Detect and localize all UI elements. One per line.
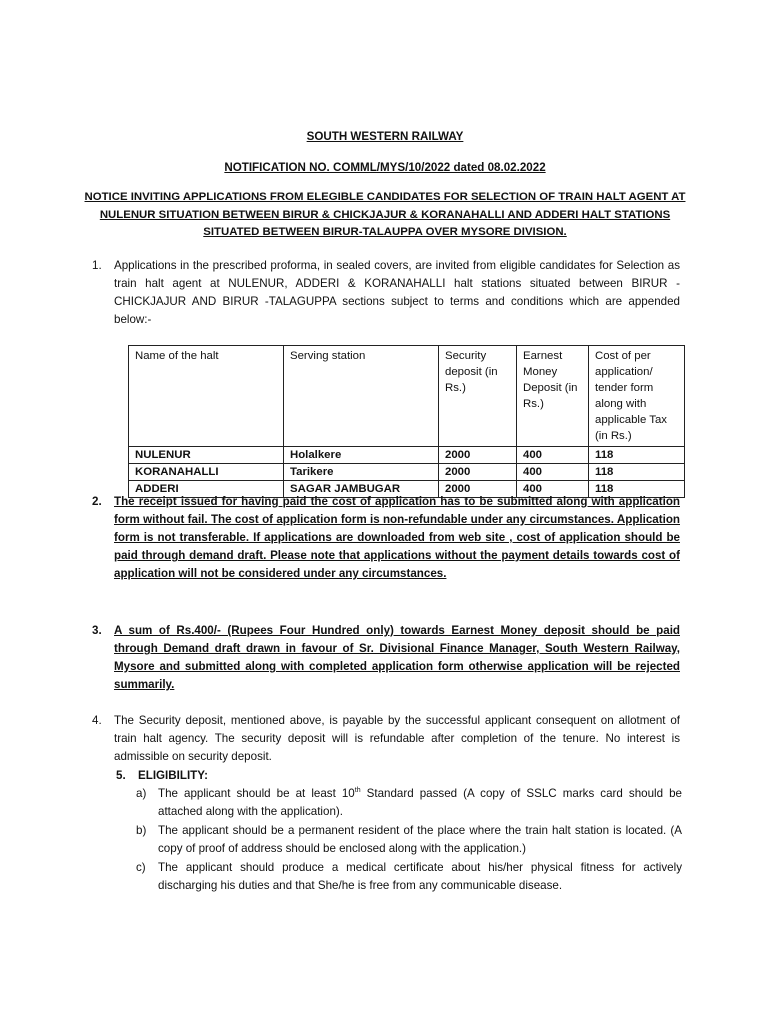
table-row xyxy=(129,447,685,464)
table-header-cell: Security deposit (in Rs.) xyxy=(439,346,517,447)
sub-text-sup: th xyxy=(354,787,361,795)
item-1 xyxy=(92,257,680,329)
table-header-cell: Cost of per application/ tender form along with applicable Tax (in Rs.) xyxy=(589,346,685,447)
item-number: 5. xyxy=(116,769,126,782)
table-cell: ADDERI xyxy=(129,481,284,498)
sub-text: The applicant should be a permanent resident of the place where the train halt station is located. (A copy of proof of address should be enclosed along with the application.) xyxy=(158,824,682,855)
table-cell: 118 xyxy=(589,464,685,481)
table-cell: 2000 xyxy=(439,447,517,464)
item-text: Applications in the prescribed proforma, in sealed covers, are invited from eligible candidates for Selection as train halt agent at NULENUR, ADDERI & KORANAHALLI halt stations situated between BIRUR - CHICKJAJUR AND BIRUR -TALAGUPPA sections subject to terms and conditions which are appended below:- xyxy=(114,259,680,326)
table-header-cell: Earnest Money Deposit (in Rs.) xyxy=(517,346,589,447)
sub-number: b) xyxy=(136,824,147,837)
item-2 xyxy=(92,493,680,583)
item-number: 1. xyxy=(92,259,102,272)
table-cell: 118 xyxy=(589,481,685,498)
table-cell: 118 xyxy=(589,447,685,464)
item-text: The receipt issued for having paid the cost of application has to be submitted along with application form without fail. The cost of application form is non-refundable under any circumstances. Application form is not transferable. If applications are downloaded from web site , cost of application should be paid through demand draft. Please note that applications without the payment details towards cost of application will not be considered under any circumstances. xyxy=(114,495,680,580)
sub-number: a) xyxy=(136,787,147,800)
item-number: 4. xyxy=(92,714,102,727)
table-cell: Holalkere xyxy=(284,447,439,464)
sub-text-pre: The applicant should be at least 10 xyxy=(158,787,355,800)
table-cell: SAGAR JAMBUGAR xyxy=(284,481,439,498)
table-cell: NULENUR xyxy=(129,447,284,464)
item-5-eligibility xyxy=(116,767,704,785)
halt-table xyxy=(128,345,685,498)
organization-title: SOUTH WESTERN RAILWAY xyxy=(306,130,464,143)
notification-number: NOTIFICATION NO. COMML/MYS/10/2022 dated 08.02.2022 xyxy=(224,161,546,174)
sub-text: The applicant should produce a medical certificate about his/her physical fitness for actively discharging his duties and that She/he is free from any communicable disease. xyxy=(158,861,682,892)
item-text: The Security deposit, mentioned above, is payable by the successful applicant consequent on allotment of train halt agency. The security deposit will is refundable after completion of the tenure. No interest is admissible on security deposit. xyxy=(114,714,680,763)
table-cell: KORANAHALLI xyxy=(129,464,284,481)
eligibility-c xyxy=(136,859,682,895)
sub-text-post: Standard passed (A copy of SSLC marks card should be attached along with the application). xyxy=(158,787,683,818)
table-row xyxy=(129,464,685,481)
table-cell: 2000 xyxy=(439,464,517,481)
item-number: 2. xyxy=(92,495,102,508)
table-header-cell: Name of the halt xyxy=(129,346,284,447)
item-text: ELIGIBILITY: xyxy=(138,769,208,782)
table-cell: 400 xyxy=(517,481,589,498)
table-cell: 2000 xyxy=(439,481,517,498)
eligibility-a xyxy=(136,785,683,821)
eligibility-b xyxy=(136,822,682,858)
item-number: 3. xyxy=(92,624,102,637)
table-header-row xyxy=(129,346,685,447)
sub-number: c) xyxy=(136,861,146,874)
table-cell: 400 xyxy=(517,447,589,464)
table-cell: 400 xyxy=(517,464,589,481)
table-cell: Tarikere xyxy=(284,464,439,481)
table-header-cell: Serving station xyxy=(284,346,439,447)
item-text: A sum of Rs.400/- (Rupees Four Hundred only) towards Earnest Money deposit should be paid through Demand draft drawn in favour of Sr. Divisional Finance Manager, South Western Railway, Mysore and submitted along with completed application form otherwise application will be rejected summarily. xyxy=(114,624,680,691)
item-4 xyxy=(92,712,680,766)
item-3 xyxy=(92,622,680,694)
notice-heading: NOTICE INVITING APPLICATIONS FROM ELEGIBLE CANDIDATES FOR SELECTION OF TRAIN HALT AGENT AT NULENUR SITUATION BETWEEN BIRUR & CHICKJAJUR & KORANAHALLI AND ADDERI HALT STATIONS SITUATED BETWEEN BIRUR-TALAUPPA OVER MYSORE DIVISION. xyxy=(84,191,686,238)
